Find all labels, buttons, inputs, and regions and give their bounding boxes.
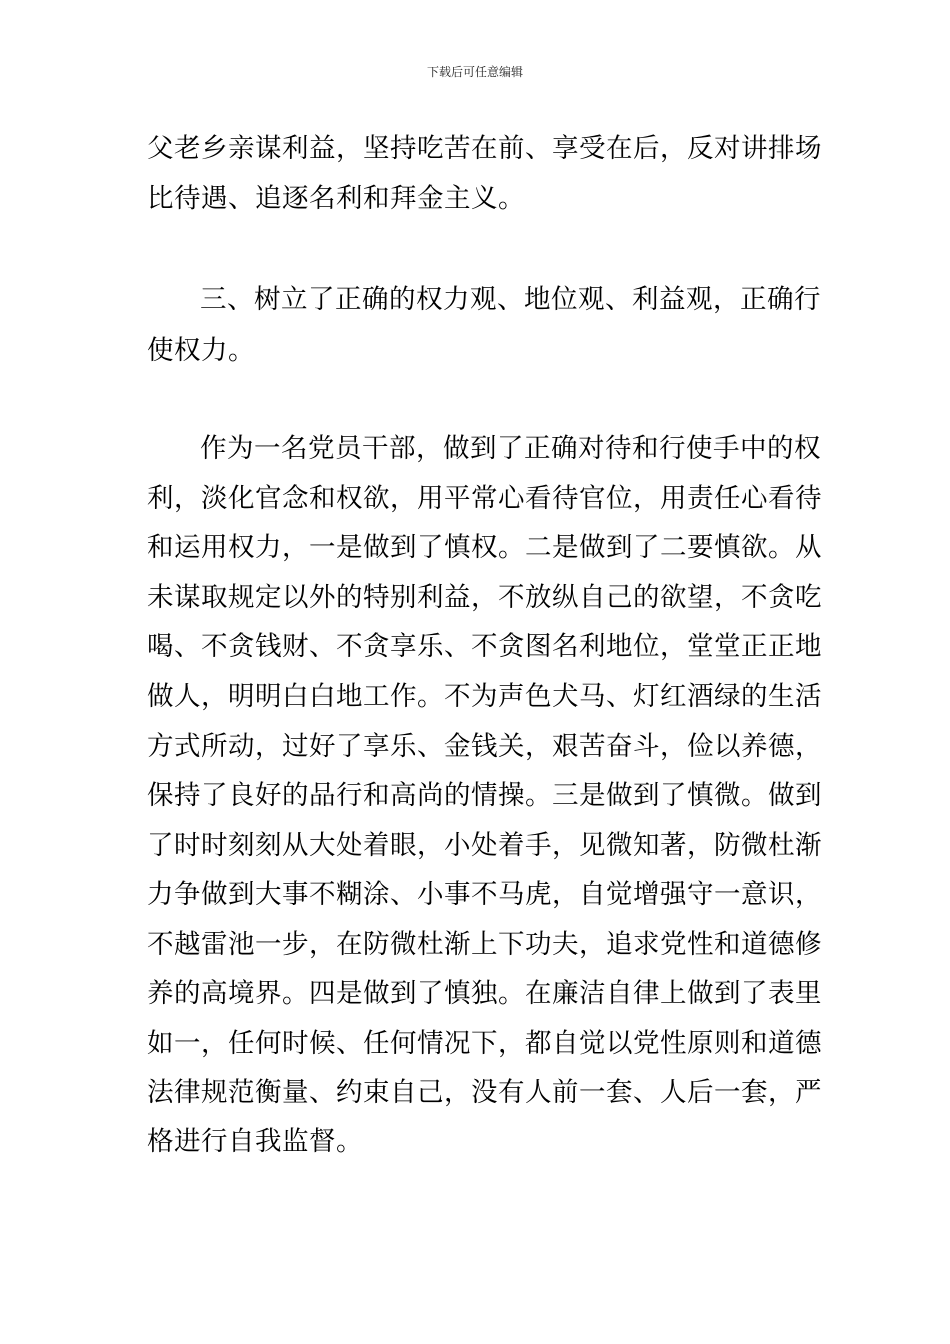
paragraph-3-line-8: 保持了良好的品行和高尚的情操。三是做到了慎微。做到: [147, 780, 822, 811]
paragraph-3-line-3: 和运用权力，一是做到了慎权。二是做到了二要慎欲。从: [147, 532, 822, 563]
paragraph-3-line-10: 力争做到大事不糊涂、小事不马虎，自觉增强守一意识，: [147, 879, 822, 910]
paragraph-3-line-9: 了时时刻刻从大处着眼，小处着手，见微知著，防微杜渐: [147, 830, 822, 861]
paragraph-1-line-2: 比待遇、追逐名利和拜金主义。: [147, 183, 525, 214]
paragraph-3-line-1: 作为一名党员干部，做到了正确对待和行使手中的权: [200, 433, 821, 464]
paragraph-3-line-11: 不越雷池一步，在防微杜渐上下功夫，追求党性和道德修: [147, 929, 822, 960]
paragraph-3-line-6: 做人，明明白白地工作。不为声色犬马、灯红酒绿的生活: [147, 681, 822, 712]
paragraph-3-line-2: 利，淡化官念和权欲，用平常心看待官位，用责任心看待: [147, 483, 822, 514]
paragraph-2-line-2: 使权力。: [147, 335, 255, 366]
paragraph-2-line-1: 三、树立了正确的权力观、地位观、利益观，正确行: [200, 284, 821, 315]
paragraph-3-line-14: 法律规范衡量、约束自己，没有人前一套、人后一套，严: [147, 1077, 822, 1108]
paragraph-3-line-13: 如一，任何时候、任何情况下，都自觉以党性原则和道德: [147, 1028, 822, 1059]
paragraph-3-line-15: 格进行自我监督。: [147, 1126, 363, 1157]
paragraph-1-line-1: 父老乡亲谋利益，坚持吃苦在前、享受在后，反对讲排场: [147, 133, 822, 164]
paragraph-3-line-5: 喝、不贪钱财、不贪享乐、不贪图名利地位，堂堂正正地: [147, 631, 822, 662]
paragraph-3-line-7: 方式所动，过好了享乐、金钱关，艰苦奋斗，俭以养德，: [147, 731, 822, 762]
paragraph-3-line-4: 未谋取规定以外的特别利益，不放纵自己的欲望，不贪吃: [147, 582, 822, 613]
page-header: 下载后可任意编辑: [426, 65, 523, 79]
paragraph-3-line-12: 养的高境界。四是做到了慎独。在廉洁自律上做到了表里: [147, 978, 822, 1009]
